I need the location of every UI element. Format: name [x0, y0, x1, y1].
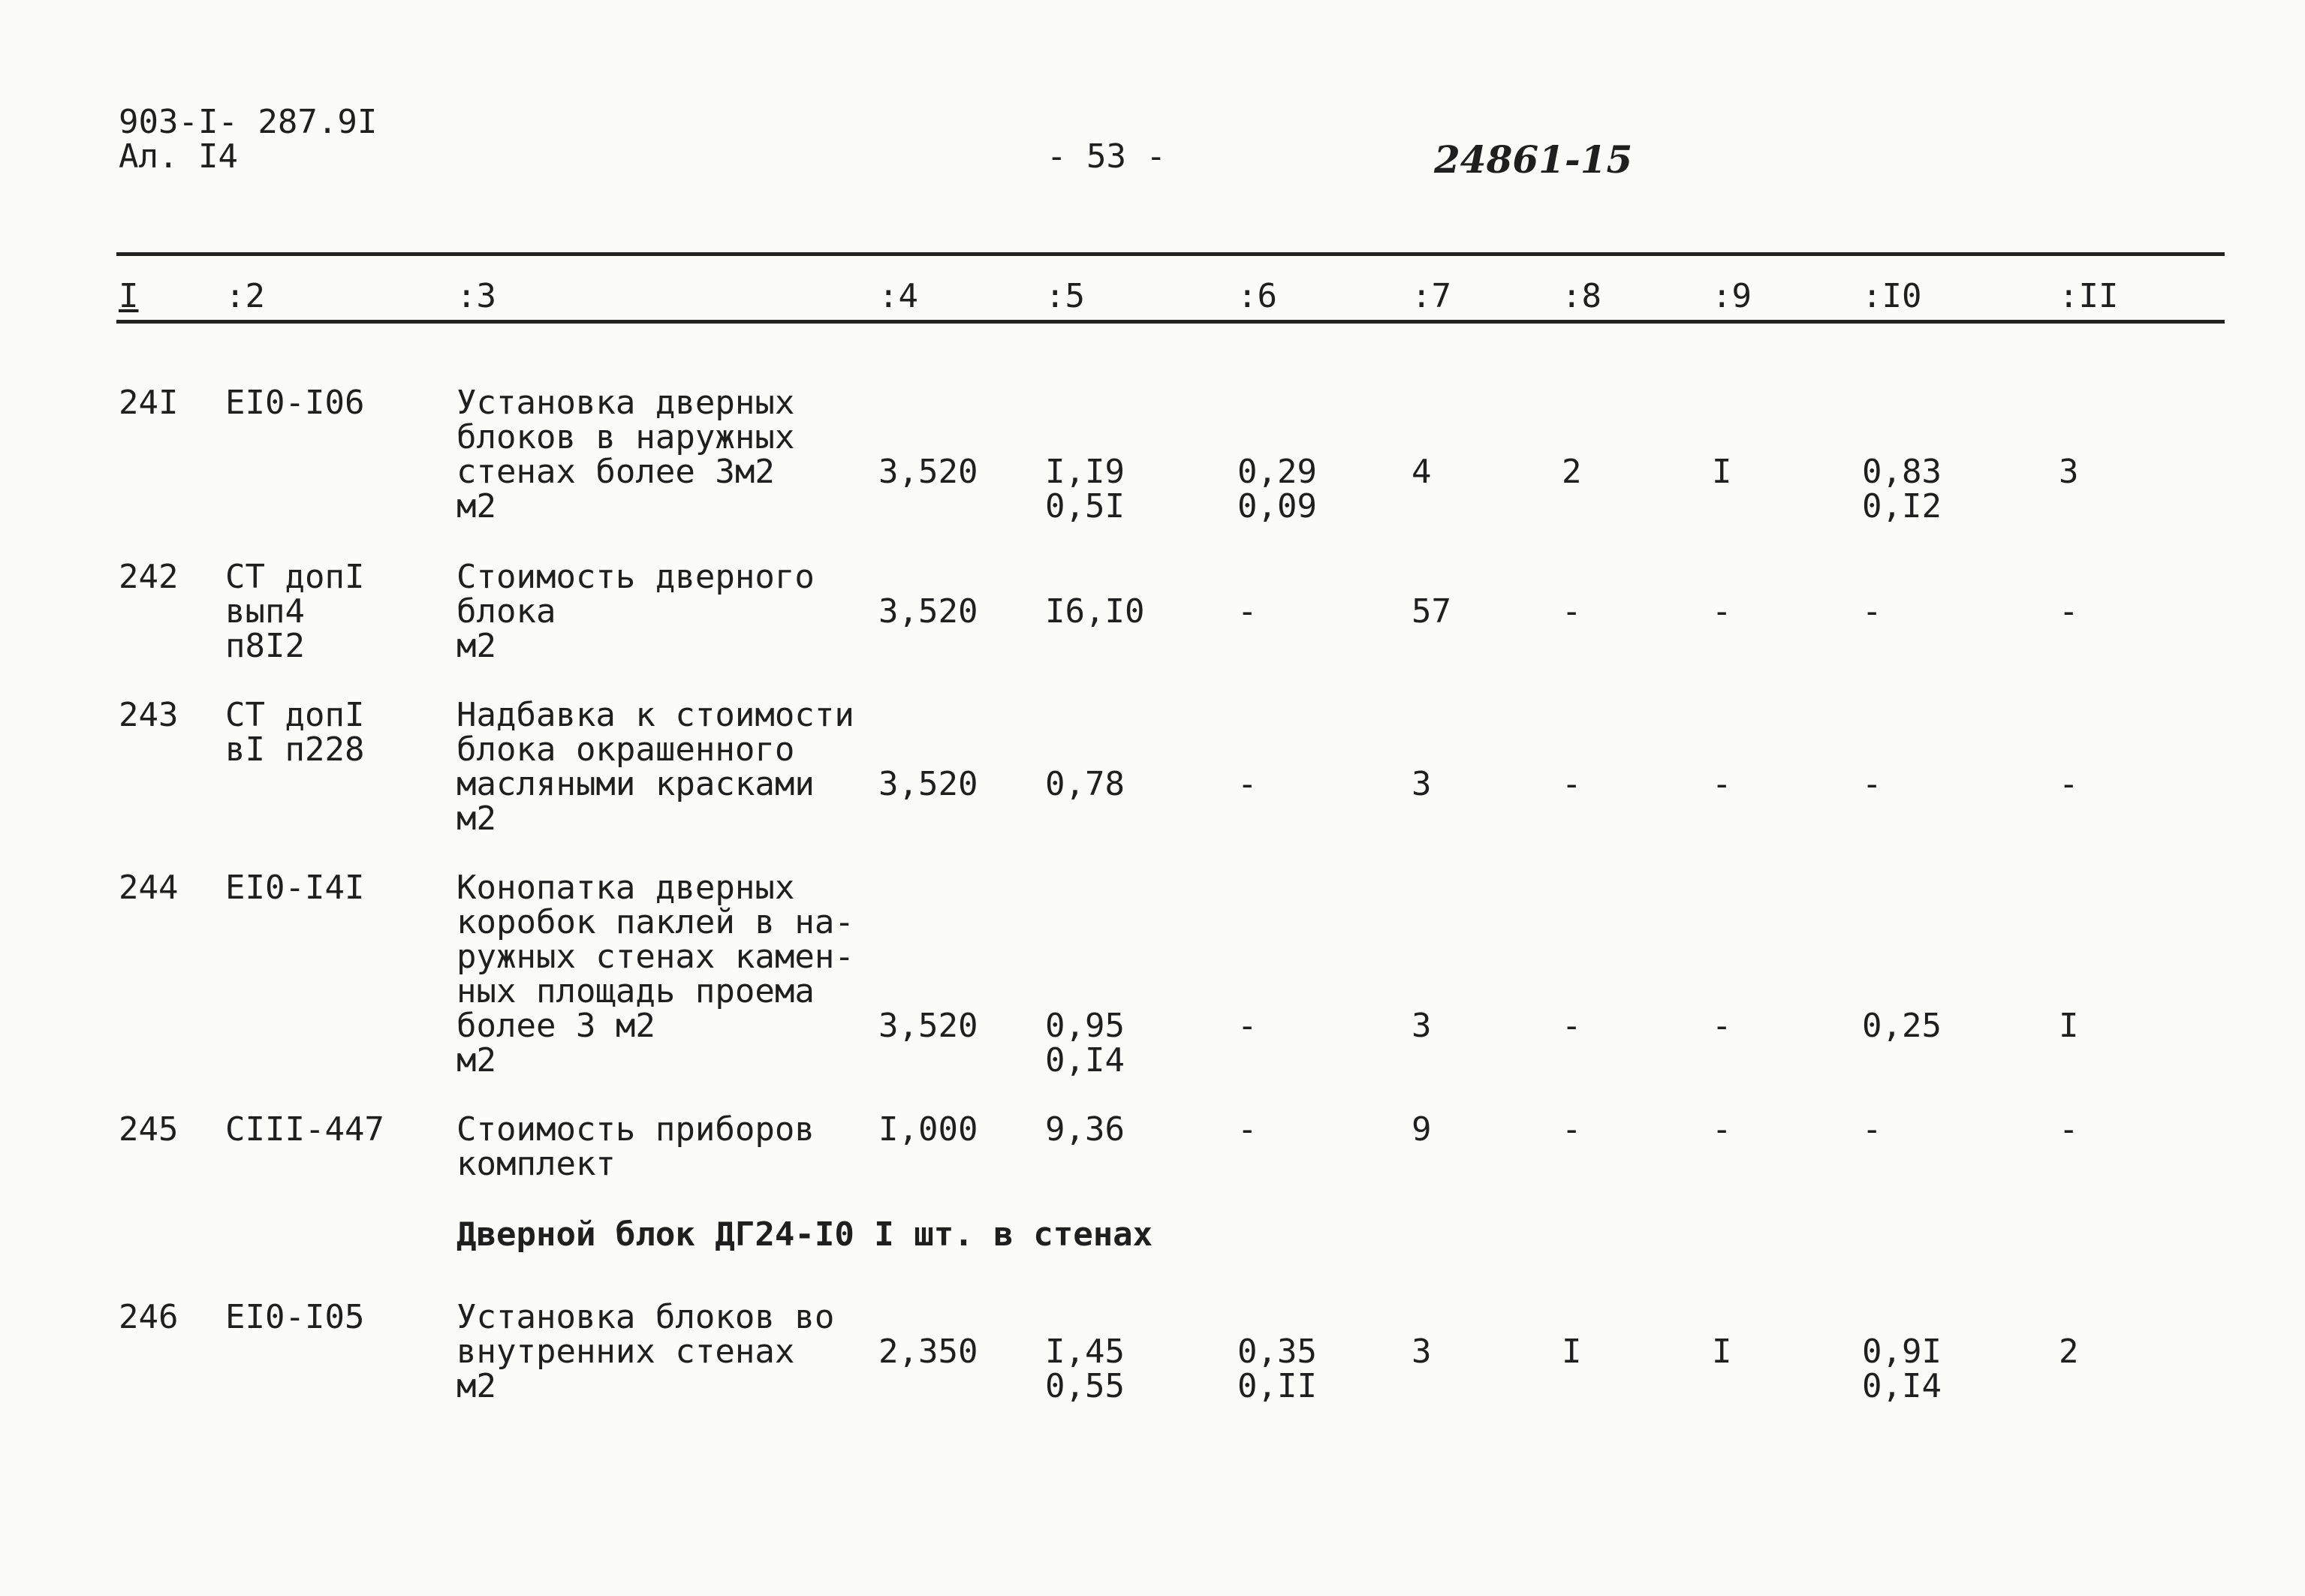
- cell-value: 0,95: [1045, 1007, 1125, 1045]
- description-line: блоков в наружных: [456, 418, 795, 456]
- rate-code: СТ допI: [225, 696, 365, 734]
- rate-code: EI0-I4I: [225, 869, 365, 907]
- cell-value: -: [1712, 1007, 1732, 1045]
- cell-value: 9: [1412, 1110, 1432, 1149]
- description-line: Стоимость дверного: [456, 558, 815, 596]
- row-number: 24I: [119, 384, 179, 422]
- document-code: 903-I- 287.9I: [119, 103, 378, 141]
- cell-value: 0,55: [1045, 1367, 1125, 1405]
- cell-value: 3: [2059, 453, 2079, 491]
- description-line: более 3 м2: [456, 1007, 655, 1045]
- unit-label: м2: [456, 1367, 496, 1405]
- quantity: I,000: [878, 1110, 978, 1149]
- quantity: 3,520: [878, 592, 978, 631]
- column-header: :7: [1412, 277, 1451, 315]
- description-line: Установка блоков во: [456, 1298, 835, 1336]
- cell-value: -: [1562, 592, 1582, 631]
- cell-value: 0,I4: [1045, 1041, 1125, 1080]
- cell-value: 2: [1562, 453, 1582, 491]
- cell-value: -: [1237, 765, 1258, 803]
- column-header: :4: [878, 277, 918, 315]
- cell-value: 3: [1412, 1333, 1432, 1371]
- column-header: :8: [1562, 277, 1601, 315]
- row-number: 242: [119, 558, 179, 596]
- unit-label: комплект: [456, 1145, 616, 1183]
- sheet-label: Ал. I4: [119, 137, 238, 176]
- description-line: Установка дверных: [456, 384, 795, 422]
- rate-code: CIII-447: [225, 1110, 384, 1149]
- column-header: :6: [1237, 277, 1277, 315]
- description-line: масляными красками: [456, 765, 815, 803]
- description-line: блока окрашенного: [456, 730, 795, 769]
- description-line: коробок паклей в на-: [456, 903, 854, 941]
- cell-value: 0,35: [1237, 1333, 1317, 1371]
- description-line: Надбавка к стоимости: [456, 696, 854, 734]
- cell-value: -: [1862, 1110, 1882, 1149]
- cell-value: 0,5I: [1045, 487, 1125, 525]
- column-header: :I0: [1862, 277, 1922, 315]
- cell-value: I: [2059, 1007, 2079, 1045]
- cell-value: I,I9: [1045, 453, 1125, 491]
- cell-value: 0,9I: [1862, 1333, 1942, 1371]
- cell-value: I,45: [1045, 1333, 1125, 1371]
- quantity: 3,520: [878, 1007, 978, 1045]
- cell-value: -: [1712, 1110, 1732, 1149]
- top-rule: [116, 252, 2225, 256]
- rate-code: вI п228: [225, 730, 365, 769]
- cell-value: 0,78: [1045, 765, 1125, 803]
- cell-value: -: [2059, 592, 2079, 631]
- cell-value: 9,36: [1045, 1110, 1125, 1149]
- cell-value: -: [1237, 1110, 1258, 1149]
- cell-value: -: [1712, 765, 1732, 803]
- description-line: блока: [456, 592, 556, 631]
- cell-value: -: [1237, 1007, 1258, 1045]
- quantity: 2,350: [878, 1333, 978, 1371]
- cell-value: -: [2059, 1110, 2079, 1149]
- rate-code: СТ допI: [225, 558, 365, 596]
- cell-value: I6,I0: [1045, 592, 1145, 631]
- cell-value: 3: [1412, 1007, 1432, 1045]
- description-line: ружных стенах камен-: [456, 938, 854, 976]
- column-header: :5: [1045, 277, 1085, 315]
- column-header: :II: [2059, 277, 2119, 315]
- cell-value: 0,II: [1237, 1367, 1317, 1405]
- cell-value: I: [1712, 453, 1732, 491]
- unit-label: м2: [456, 800, 496, 838]
- cell-value: 0,I2: [1862, 487, 1942, 525]
- quantity: 3,520: [878, 765, 978, 803]
- row-number: 244: [119, 869, 179, 907]
- cell-value: -: [1562, 765, 1582, 803]
- cell-value: -: [1862, 592, 1882, 631]
- description-line: ных площадь проема: [456, 972, 815, 1010]
- cell-value: -: [1562, 1007, 1582, 1045]
- header-rule: [116, 320, 2225, 324]
- column-header: I: [119, 277, 139, 315]
- unit-label: м2: [456, 487, 496, 525]
- cell-value: -: [2059, 765, 2079, 803]
- cell-value: 0,29: [1237, 453, 1317, 491]
- description-line: Стоимость приборов: [456, 1110, 815, 1149]
- description-line: Конопатка дверных: [456, 869, 795, 907]
- cell-value: 2: [2059, 1333, 2079, 1371]
- cell-value: -: [1712, 592, 1732, 631]
- row-number: 246: [119, 1298, 179, 1336]
- page-number: - 53 -: [1047, 137, 1166, 176]
- handwritten-stamp: 24861-15: [1434, 137, 1633, 182]
- column-header: :3: [456, 277, 496, 315]
- column-header: :9: [1712, 277, 1752, 315]
- rate-code: EI0-I05: [225, 1298, 365, 1336]
- column-header: :2: [225, 277, 265, 315]
- description-line: стенах более 3м2: [456, 453, 775, 491]
- cell-value: I: [1712, 1333, 1732, 1371]
- cell-value: -: [1562, 1110, 1582, 1149]
- row-number: 243: [119, 696, 179, 734]
- quantity: 3,520: [878, 453, 978, 491]
- cell-value: 3: [1412, 765, 1432, 803]
- unit-label: м2: [456, 627, 496, 665]
- rate-code: п8I2: [225, 627, 305, 665]
- section-heading: Дверной блок ДГ24-I0 I шт. в стенах: [456, 1215, 1153, 1254]
- cell-value: 0,09: [1237, 487, 1317, 525]
- cell-value: 57: [1412, 592, 1451, 631]
- cell-value: 0,25: [1862, 1007, 1942, 1045]
- rate-code: EI0-I06: [225, 384, 365, 422]
- unit-label: м2: [456, 1041, 496, 1080]
- cell-value: 0,I4: [1862, 1367, 1942, 1405]
- cell-value: I: [1562, 1333, 1582, 1371]
- cell-value: 0,83: [1862, 453, 1942, 491]
- cell-value: -: [1862, 765, 1882, 803]
- row-number: 245: [119, 1110, 179, 1149]
- rate-code: вып4: [225, 592, 305, 631]
- cell-value: -: [1237, 592, 1258, 631]
- cell-value: 4: [1412, 453, 1432, 491]
- description-line: внутренних стенах: [456, 1333, 795, 1371]
